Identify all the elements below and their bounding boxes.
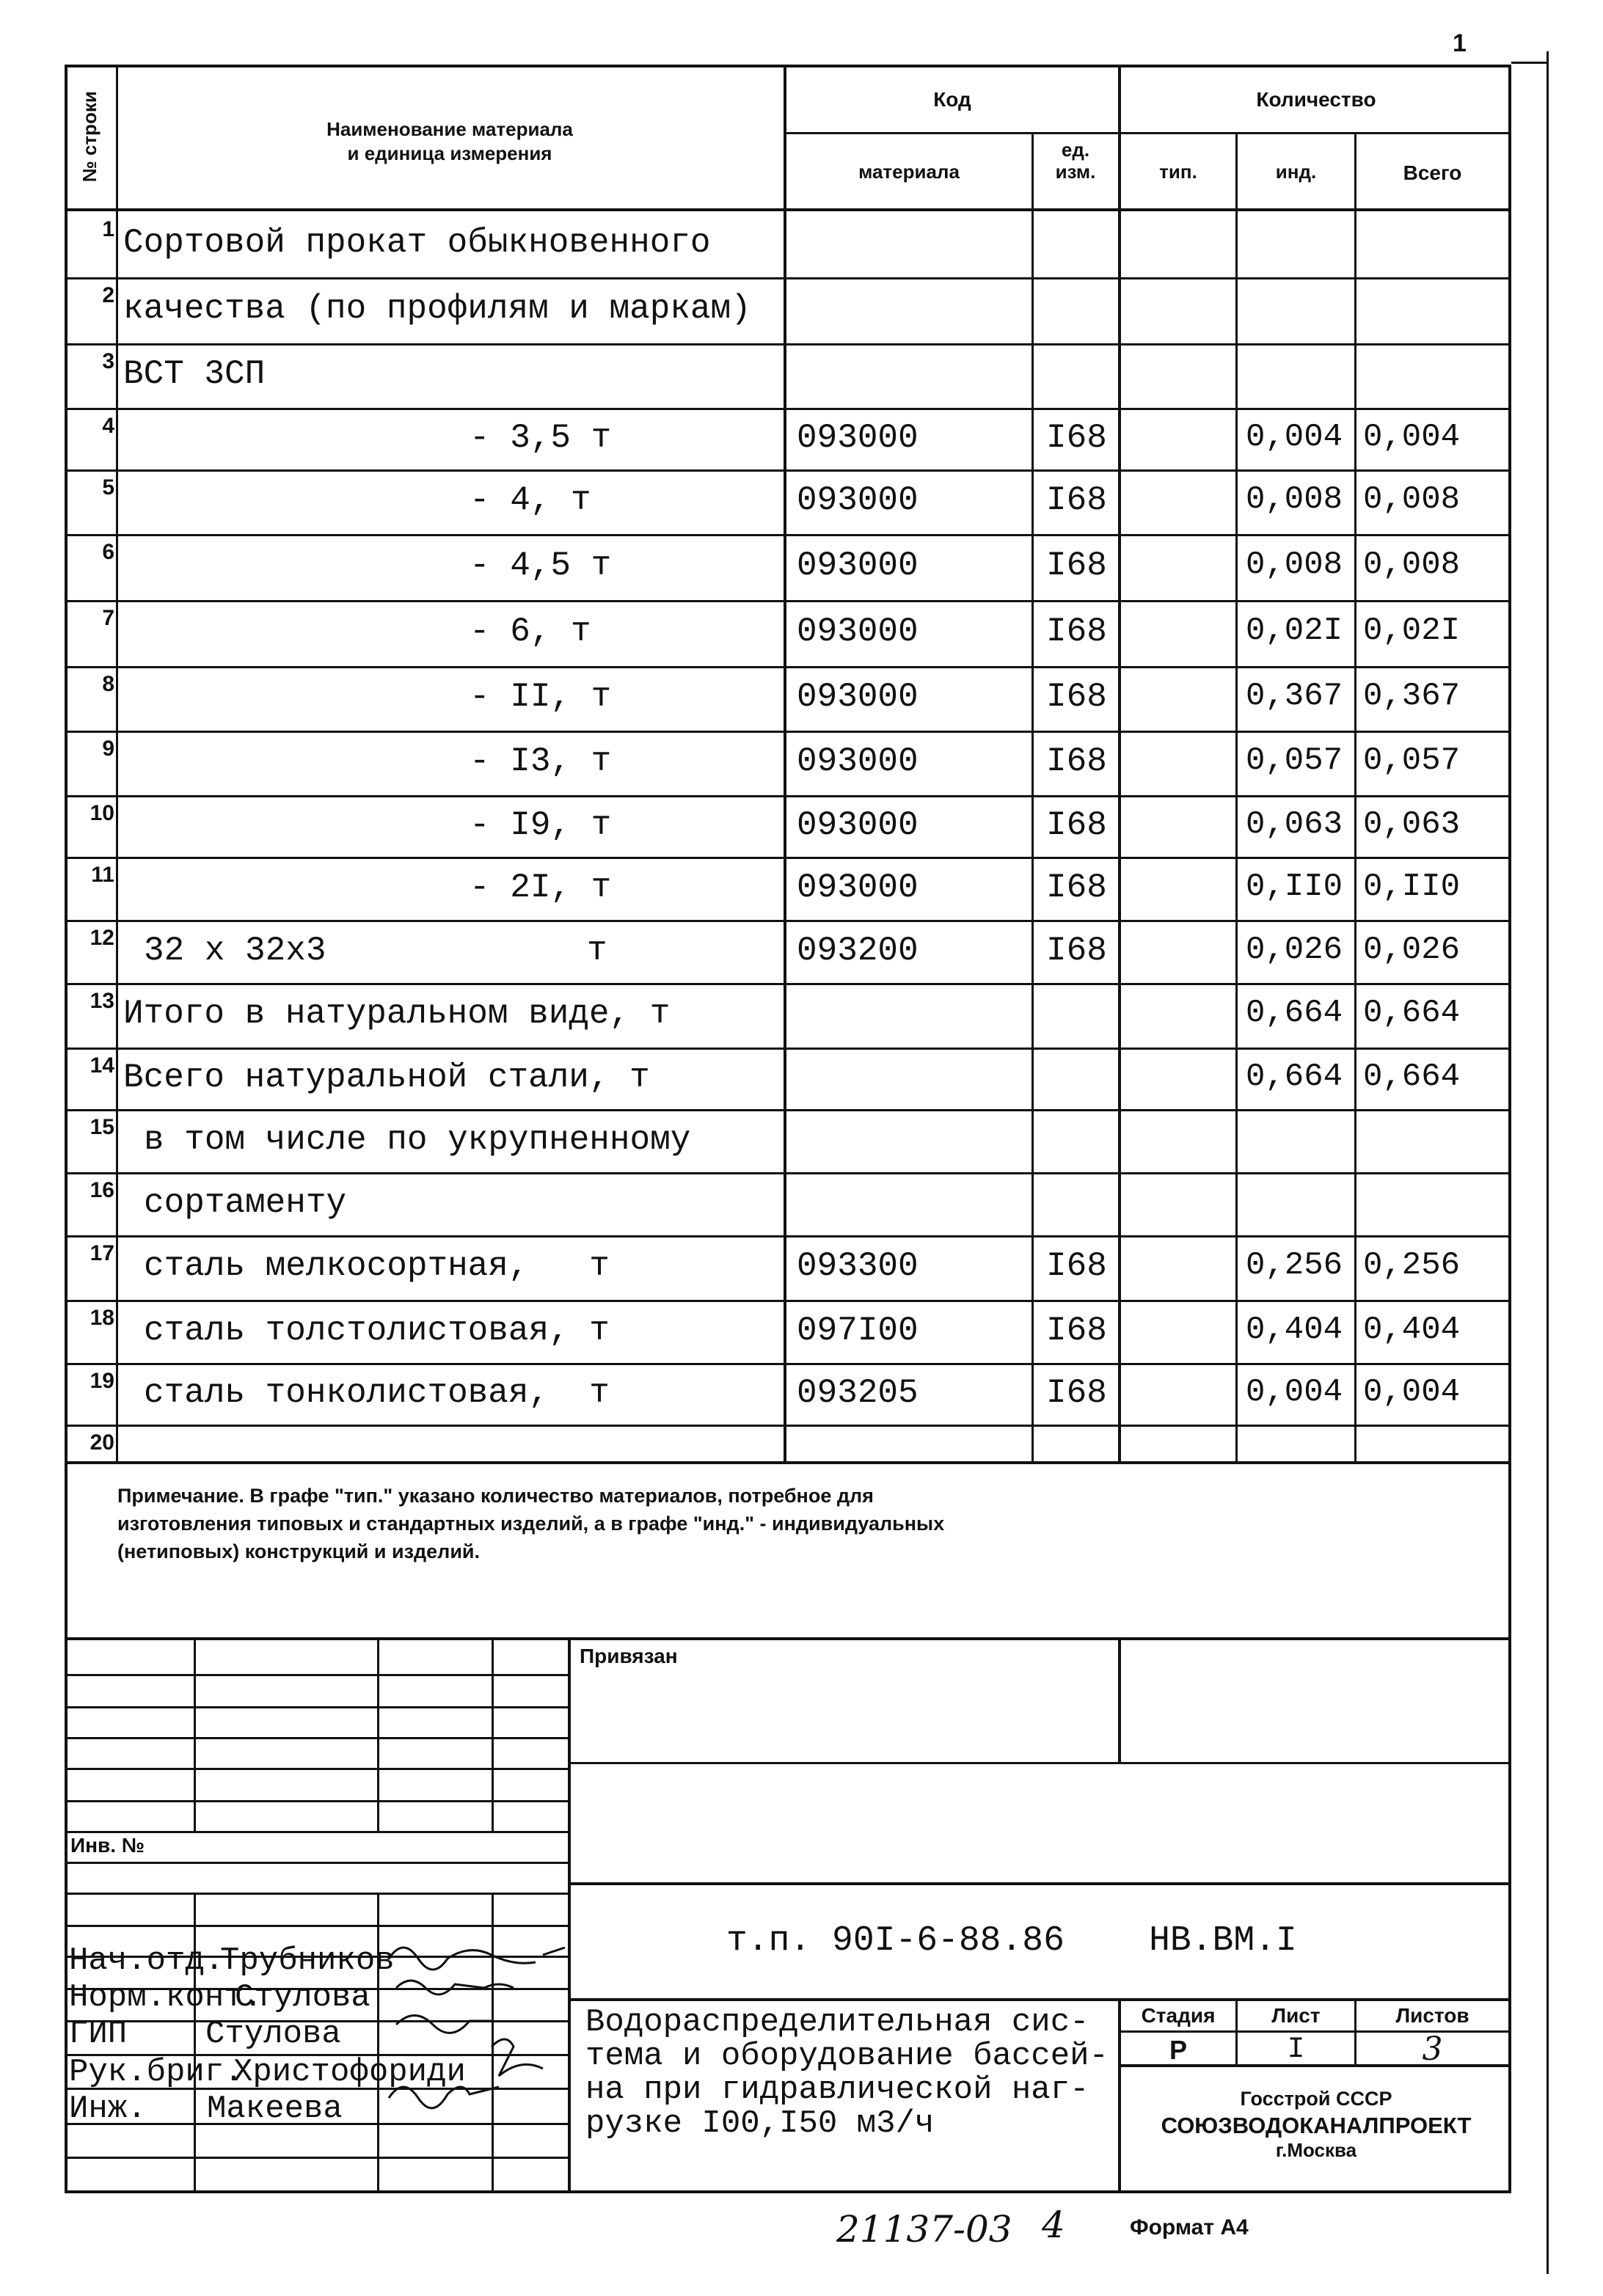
row-name: 32 x 32x3 [144, 932, 326, 970]
row-number: 16 [90, 1178, 114, 1202]
row-ind: 0,664 [1246, 1059, 1343, 1095]
row-total: 0,063 [1363, 806, 1461, 843]
row-name: ВСТ 3СП [123, 355, 266, 393]
col-line-6 [1354, 132, 1356, 1463]
row-code: 093000 [797, 481, 919, 519]
row-name: - 2I, т [470, 869, 612, 907]
staff-role-4: Рук.бриг. [69, 2054, 244, 2091]
row-number: 12 [90, 926, 114, 950]
row-divider [65, 795, 1511, 797]
row-divider [65, 983, 1511, 985]
row-number: 18 [90, 1306, 114, 1330]
row-ind: 0,008 [1246, 481, 1343, 518]
row-number: 5 [102, 475, 114, 500]
stamp-h6 [65, 1831, 568, 1833]
row-total: 0,664 [1363, 1059, 1461, 1095]
col-line-2 [784, 65, 786, 1463]
row-number: 10 [90, 801, 114, 825]
row-total: 0,004 [1363, 1374, 1461, 1411]
sheet-edge-tick [1511, 62, 1548, 64]
row-divider [65, 920, 1511, 922]
row-divider [65, 731, 1511, 733]
doc-code: т.п. 90I-6-88.86 НВ.ВМ.I [726, 1921, 1297, 1961]
row-number: 3 [102, 349, 114, 373]
row-ind: 0,008 [1246, 546, 1343, 583]
row-unit: I68 [1046, 869, 1107, 907]
row-divider [65, 600, 1511, 602]
stamp-h-r1 [568, 1762, 1511, 1764]
staff-name-2: Стулова [235, 1979, 370, 2016]
row-divider [65, 1172, 1511, 1174]
row-total: 0,008 [1363, 481, 1461, 518]
hdr-quantity: Количество [1256, 88, 1376, 111]
row-total: 0,664 [1363, 995, 1461, 1031]
row-name: сталь мелкосортная, т [144, 1247, 610, 1285]
row-total: 0,026 [1363, 932, 1461, 968]
staff-name-5: Макеева [207, 2091, 343, 2127]
row-number: 17 [90, 1241, 114, 1265]
col-line-5 [1235, 132, 1238, 1463]
row-divider [65, 1048, 1511, 1050]
sheets-value: 3 [1422, 2030, 1443, 2068]
row-number: 7 [102, 606, 114, 630]
hdr-split-line [784, 132, 1511, 134]
doc-title [585, 2006, 1121, 2140]
row-name: - II, т [470, 678, 612, 716]
row-total: 0,057 [1363, 742, 1461, 779]
row-code: 093000 [797, 869, 919, 907]
doc-title-line-3: на при гидравлической наг- [585, 2072, 1089, 2108]
col-line-3 [1031, 132, 1034, 1463]
sheet-label: Лист [1271, 2004, 1321, 2027]
stamp-bottom-line [65, 2190, 1511, 2193]
row-name: - 4, т [470, 481, 591, 519]
row-total: 0,II0 [1363, 869, 1461, 905]
row-total: 0,008 [1363, 546, 1461, 583]
row-divider [65, 1425, 1511, 1427]
row-divider [65, 408, 1511, 410]
row-unit: I68 [1046, 546, 1107, 585]
row-unit: I68 [1046, 678, 1107, 716]
sheet-edge-line [1547, 51, 1549, 2274]
hdr-qty-total: Всего [1403, 161, 1462, 184]
row-divider [65, 534, 1511, 536]
stamp-h3 [65, 1737, 568, 1739]
stage-value: Р [1169, 2035, 1187, 2065]
row-divider [65, 1235, 1511, 1237]
stamp-v2b [377, 1893, 379, 2193]
staff-name-1: Трубников [220, 1942, 395, 1979]
row-code: 093000 [797, 613, 919, 651]
row-name: - I9, т [470, 806, 612, 844]
col-line-4 [1118, 65, 1121, 1463]
stamp-h5 [65, 1800, 568, 1802]
stamp-h-r2 [568, 1882, 1511, 1885]
table-bottom-line [65, 1461, 1511, 1464]
row-number: 11 [91, 863, 114, 887]
frame-right [1508, 65, 1511, 2193]
row-divider [65, 277, 1511, 279]
row-total: 0,02I [1363, 613, 1461, 649]
row-name: - 6, т [470, 613, 591, 651]
col-line-1 [116, 65, 118, 1463]
format-label: Формат А4 [1130, 2215, 1249, 2240]
row-name: в том числе по укрупненному [144, 1121, 691, 1159]
row-number: 13 [90, 989, 114, 1013]
note-text: Примечание. В графе "тип." указано количество материалов, потребное для изготовления типовых и стандартных изделий, а в графе "инд." - индивидуальных (нетиповых) конструкций и изделий. [117, 1485, 945, 1562]
row-ind: 0,004 [1246, 419, 1343, 456]
row-name: сортаменту [144, 1184, 347, 1222]
row-number: 2 [102, 283, 114, 307]
row-number: 4 [102, 414, 114, 438]
row-unit: I68 [1046, 932, 1107, 970]
row-code: 093000 [797, 419, 919, 457]
row-divider [65, 469, 1511, 472]
signatures-graphic [381, 1929, 616, 2127]
row-code: 093300 [797, 1247, 919, 1285]
sheets-label: Листов [1395, 2004, 1469, 2027]
corner-mark: 1 [1453, 29, 1467, 57]
org-line-2: СОЮЗВОДОКАНАЛПРОЕКТ [1161, 2113, 1472, 2138]
row-name: Всего натуральной стали, т [123, 1059, 650, 1097]
staff-role-1: Нач.отд. [69, 1942, 224, 1979]
stamp-h16 [65, 2157, 568, 2159]
row-code: 093200 [797, 932, 919, 970]
inv-no-label: Инв. № [70, 1834, 145, 1857]
hdr-code: Код [933, 88, 971, 111]
stamp-privyazan-split [1118, 1637, 1121, 1763]
stamp-h1 [65, 1674, 568, 1676]
row-unit: I68 [1046, 1247, 1107, 1285]
privyazan-label: Привязан [580, 1645, 678, 1667]
row-total: 0,404 [1363, 1312, 1461, 1348]
doc-title-line-4: рузке I00,I50 м3/ч [585, 2105, 935, 2142]
row-divider [65, 1300, 1511, 1302]
row-unit: I68 [1046, 806, 1107, 844]
row-code: 093000 [797, 678, 919, 716]
org-line-3: г.Москва [1275, 2139, 1357, 2161]
hdr-qty-typ: тип. [1159, 161, 1197, 183]
row-code: 093000 [797, 806, 919, 844]
stage-label: Стадия [1141, 2004, 1216, 2027]
row-ind: 0,II0 [1246, 869, 1343, 905]
frame-top [65, 65, 1511, 67]
staff-name-3: Стулова [205, 2016, 341, 2052]
row-ind: 0,02I [1246, 613, 1343, 649]
row-divider [65, 1363, 1511, 1365]
hdr-row-no: № строки [78, 91, 101, 183]
hdr-bottom-line [65, 208, 1511, 211]
stamp-top-line [65, 1637, 1511, 1640]
row-ind: 0,057 [1246, 742, 1343, 779]
sheet-value: I [1287, 2033, 1305, 2066]
row-total: 0,256 [1363, 1247, 1461, 1284]
row-number: 8 [102, 672, 114, 696]
staff-name-4: Христофориди [233, 2054, 466, 2091]
row-total: 0,004 [1363, 419, 1461, 456]
row-name: - I3, т [470, 742, 612, 780]
row-name: - 3,5 т [470, 419, 612, 457]
row-number: 19 [90, 1369, 114, 1393]
row-name: Сортовой прокат обыкновенного [123, 224, 711, 262]
doc-title-line-1: Водораспределительная сис- [585, 2004, 1089, 2041]
row-unit: I68 [1046, 1312, 1107, 1350]
row-unit: I68 [1046, 481, 1107, 519]
row-divider [65, 857, 1511, 859]
hdr-qty-ind: инд. [1275, 161, 1317, 183]
row-name: сталь тонколистовая, т [144, 1374, 610, 1412]
row-number: 14 [90, 1053, 114, 1078]
row-name: сталь толстолистовая, т [144, 1312, 610, 1350]
hdr-name: Наименование материала и единица измерения [326, 118, 573, 164]
row-ind: 0,026 [1246, 932, 1343, 968]
row-name: Итого в натуральном виде, т [123, 995, 671, 1033]
stamp-h4 [65, 1768, 568, 1770]
row-unit: I68 [1046, 613, 1107, 651]
row-number: 15 [90, 1115, 114, 1139]
stamp-h-r3 [568, 1998, 1511, 2001]
row-divider [65, 343, 1511, 346]
stamp-h7 [65, 1862, 568, 1864]
stamp-number: 21137-03 [836, 2208, 1012, 2251]
row-unit: I68 [1046, 742, 1107, 780]
row-number: 6 [102, 540, 114, 564]
row-code: 093000 [797, 742, 919, 780]
row-name-unit: т [587, 932, 607, 970]
row-code: 093205 [797, 1374, 919, 1412]
stamp-h9 [65, 1925, 568, 1927]
staff-role-5: Инж. [69, 2091, 147, 2127]
stamp-v1b [194, 1893, 196, 2193]
row-ind: 0,664 [1246, 995, 1343, 1031]
row-number: 9 [102, 736, 114, 761]
row-ind: 0,063 [1246, 806, 1343, 843]
doc-title-line-2: тема и оборудование бассей- [585, 2038, 1109, 2074]
row-unit: I68 [1046, 419, 1107, 457]
row-divider [65, 666, 1511, 668]
row-name: - 4,5 т [470, 546, 612, 585]
row-ind: 0,367 [1246, 678, 1343, 714]
row-name: качества (по профилям и маркам) [123, 290, 751, 328]
hdr-code-unit: ед. изм. [1055, 139, 1096, 183]
row-divider [65, 1109, 1511, 1111]
org-line-1: Госстрой СССР [1240, 2088, 1392, 2110]
page-number: 4 [1042, 2204, 1065, 2246]
staff-role-2: Норм.конт. [69, 1979, 263, 2016]
row-code: 097I00 [797, 1312, 919, 1350]
stamp-h2 [65, 1706, 568, 1708]
row-unit: I68 [1046, 1374, 1107, 1412]
row-ind: 0,004 [1246, 1374, 1343, 1411]
hdr-code-material: материала [858, 161, 960, 183]
row-number: 20 [90, 1430, 114, 1455]
row-code: 093000 [797, 546, 919, 585]
staff-role-3: ГИП [69, 2016, 128, 2052]
row-ind: 0,404 [1246, 1312, 1343, 1348]
row-ind: 0,256 [1246, 1247, 1343, 1284]
stamp-h8 [65, 1893, 568, 1895]
row-number: 1 [102, 217, 114, 241]
row-total: 0,367 [1363, 678, 1461, 714]
